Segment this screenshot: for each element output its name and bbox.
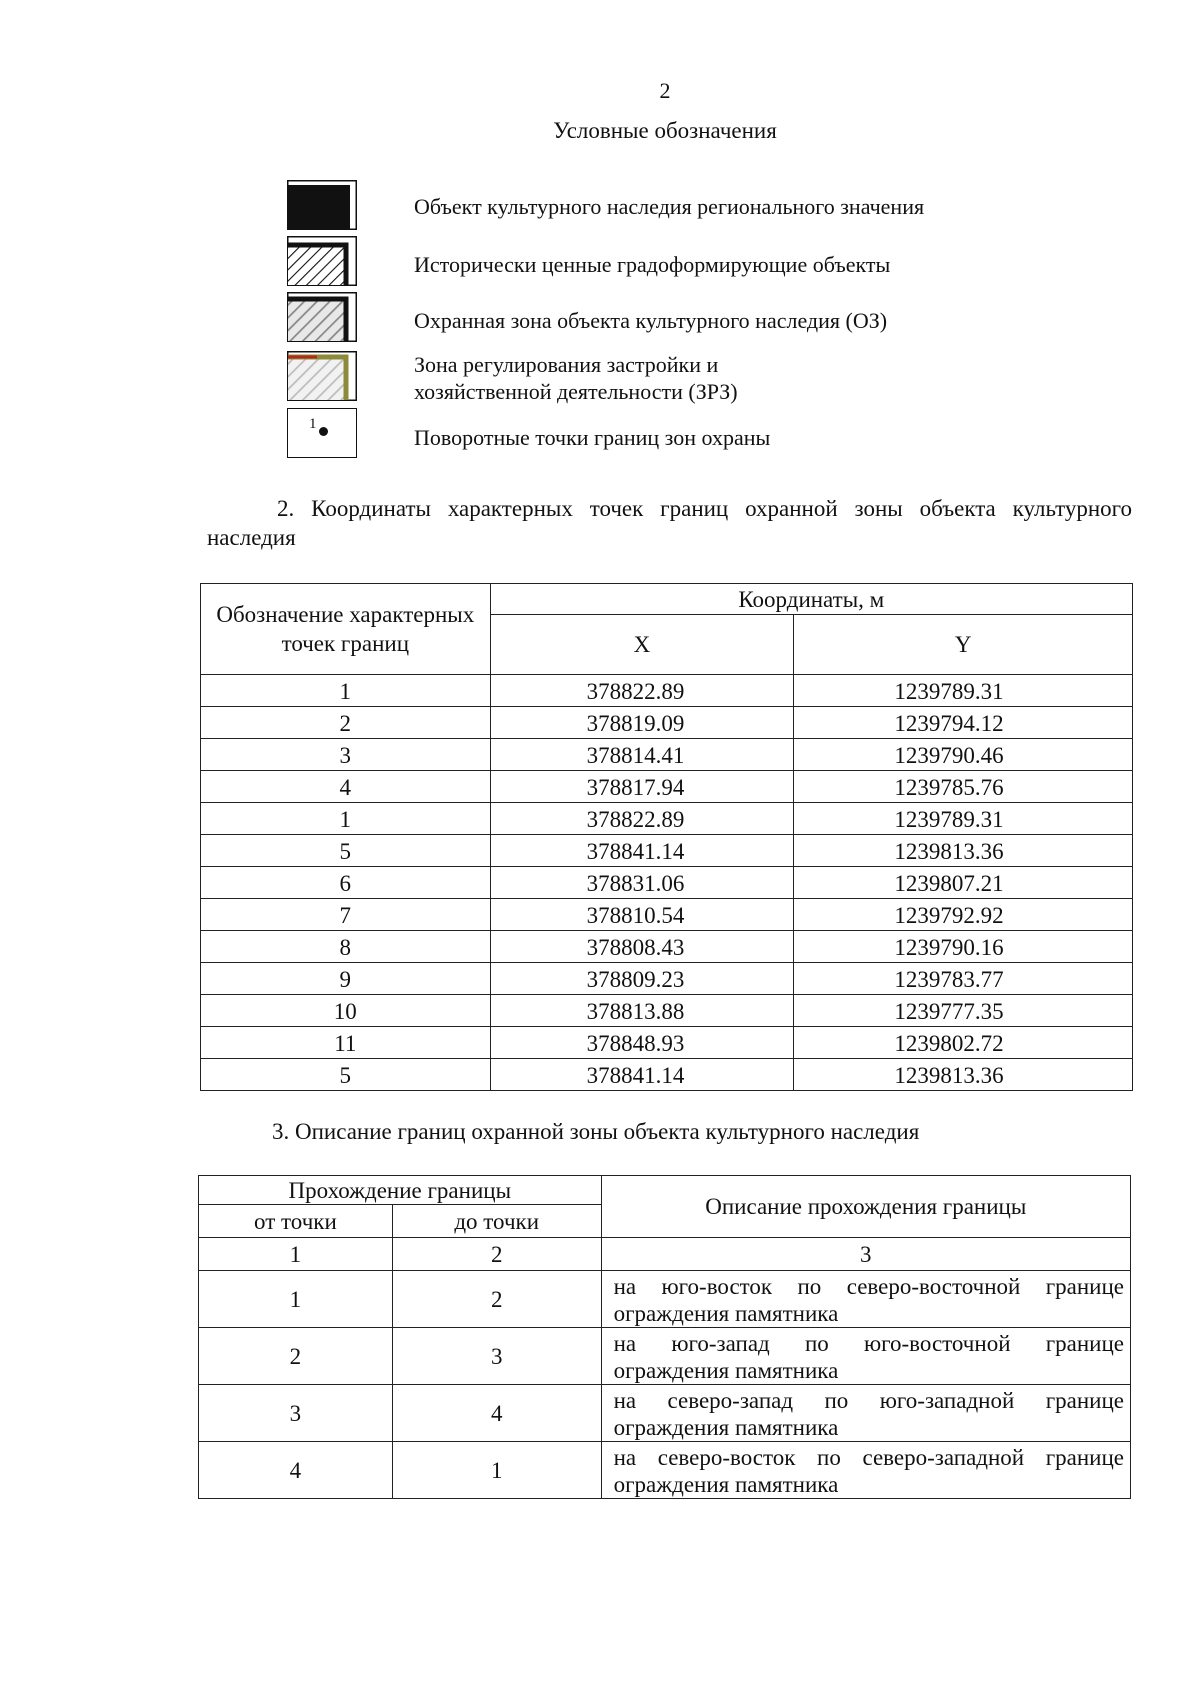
header-to-point: до точки	[392, 1205, 601, 1238]
section2-heading: 2. Координаты характерных точек границ охранной зоны объекта культурного наследия	[207, 496, 1132, 550]
point-cell: 10	[201, 995, 491, 1027]
y-cell: 1239813.36	[794, 835, 1133, 867]
y-cell: 1239777.35	[794, 995, 1133, 1027]
point-cell: 8	[201, 931, 491, 963]
legend-label-protection-zone: Охранная зона объекта культурного наследия (ОЗ)	[414, 308, 888, 333]
gray-hatched-square-icon	[287, 292, 357, 342]
coordinates-table	[200, 583, 1133, 1091]
description-cell: на юго-восток по северо-восточной границе ограждения памятника	[601, 1271, 1130, 1328]
to-point-cell: 3	[392, 1328, 601, 1385]
to-point-cell: 4	[392, 1385, 601, 1442]
legend-label-heritage-object: Объект культурного наследия регионального значения	[414, 194, 925, 219]
header-y: Y	[794, 615, 1133, 675]
x-cell: 378814.41	[490, 739, 794, 771]
y-cell: 1239789.31	[794, 803, 1133, 835]
y-cell: 1239802.72	[794, 1027, 1133, 1059]
table-row	[199, 1328, 1131, 1385]
point-marker-icon	[287, 408, 357, 458]
from-point-cell: 2	[199, 1328, 393, 1385]
y-cell: 1239807.21	[794, 867, 1133, 899]
header-x: X	[490, 615, 794, 675]
x-cell: 378841.14	[490, 835, 794, 867]
point-cell: 2	[201, 707, 491, 739]
x-cell: 378841.14	[490, 1059, 794, 1091]
to-point-cell: 1	[392, 1442, 601, 1499]
y-cell: 1239794.12	[794, 707, 1133, 739]
legend-label-regulation-zone-line2: хозяйственной деятельности (ЗРЗ)	[414, 379, 738, 404]
table-row	[201, 995, 1133, 1027]
point-marker-number: 1	[309, 416, 317, 432]
column-number-2: 2	[392, 1238, 601, 1271]
table-row	[201, 1027, 1133, 1059]
table-row	[201, 835, 1133, 867]
from-point-cell: 3	[199, 1385, 393, 1442]
section3-heading: 3. Описание границ охранной зоны объекта культурного наследия	[272, 1119, 920, 1144]
table-row	[201, 771, 1133, 803]
header-passage: Прохождение границы	[199, 1176, 602, 1205]
x-cell: 378810.54	[490, 899, 794, 931]
olive-hatched-square-icon	[287, 351, 357, 401]
from-point-cell: 1	[199, 1271, 393, 1328]
point-cell: 1	[201, 675, 491, 707]
point-dot-icon	[319, 427, 328, 436]
legend-label-historic-objects: Исторически ценные градоформирующие объекты	[414, 252, 891, 277]
point-cell: 11	[201, 1027, 491, 1059]
table-row	[199, 1271, 1131, 1328]
point-cell: 7	[201, 899, 491, 931]
y-cell: 1239785.76	[794, 771, 1133, 803]
x-cell: 378813.88	[490, 995, 794, 1027]
legend-label-regulation-zone	[414, 351, 738, 405]
table-row	[201, 675, 1133, 707]
header-coordinates: Координаты, м	[490, 584, 1132, 615]
header-points: Обозначение характерных точек границ	[201, 584, 491, 675]
legend-title: Условные обозначения	[553, 118, 777, 143]
y-cell: 1239789.31	[794, 675, 1133, 707]
point-cell: 4	[201, 771, 491, 803]
point-cell: 5	[201, 1059, 491, 1091]
y-cell: 1239783.77	[794, 963, 1133, 995]
description-cell: на северо-запад по юго-западной границе ограждения памятника	[601, 1385, 1130, 1442]
solid-black-square-icon	[287, 180, 357, 230]
header-from-point: от точки	[199, 1205, 393, 1238]
table-row	[201, 739, 1133, 771]
x-cell: 378817.94	[490, 771, 794, 803]
hatched-square-icon	[287, 236, 357, 286]
table-row	[201, 931, 1133, 963]
point-cell: 3	[201, 739, 491, 771]
column-number-3: 3	[601, 1238, 1130, 1271]
table-row	[201, 707, 1133, 739]
x-cell: 378822.89	[490, 803, 794, 835]
x-cell: 378848.93	[490, 1027, 794, 1059]
table-row	[201, 867, 1133, 899]
x-cell: 378819.09	[490, 707, 794, 739]
y-cell: 1239790.16	[794, 931, 1133, 963]
y-cell: 1239790.46	[794, 739, 1133, 771]
table-row	[201, 803, 1133, 835]
x-cell: 378822.89	[490, 675, 794, 707]
x-cell: 378831.06	[490, 867, 794, 899]
y-cell: 1239792.92	[794, 899, 1133, 931]
legend-label-turning-points: Поворотные точки границ зон охраны	[414, 425, 771, 450]
point-cell: 9	[201, 963, 491, 995]
point-cell: 5	[201, 835, 491, 867]
page-number: 2	[659, 78, 671, 103]
y-cell: 1239813.36	[794, 1059, 1133, 1091]
table-row	[201, 1059, 1133, 1091]
table-row	[199, 1442, 1131, 1499]
legend-label-regulation-zone-line1: Зона регулирования застройки и	[414, 352, 719, 377]
table-row	[199, 1385, 1131, 1442]
column-number-1: 1	[199, 1238, 393, 1271]
description-cell: на юго-запад по юго-восточной границе ограждения памятника	[601, 1328, 1130, 1385]
x-cell: 378809.23	[490, 963, 794, 995]
point-cell: 6	[201, 867, 491, 899]
from-point-cell: 4	[199, 1442, 393, 1499]
boundary-description-table	[198, 1175, 1131, 1499]
header-description: Описание прохождения границы	[601, 1176, 1130, 1238]
to-point-cell: 2	[392, 1271, 601, 1328]
table-row	[201, 963, 1133, 995]
description-cell: на северо-восток по северо-западной границе ограждения памятника	[601, 1442, 1130, 1499]
x-cell: 378808.43	[490, 931, 794, 963]
point-cell: 1	[201, 803, 491, 835]
table-row	[201, 899, 1133, 931]
